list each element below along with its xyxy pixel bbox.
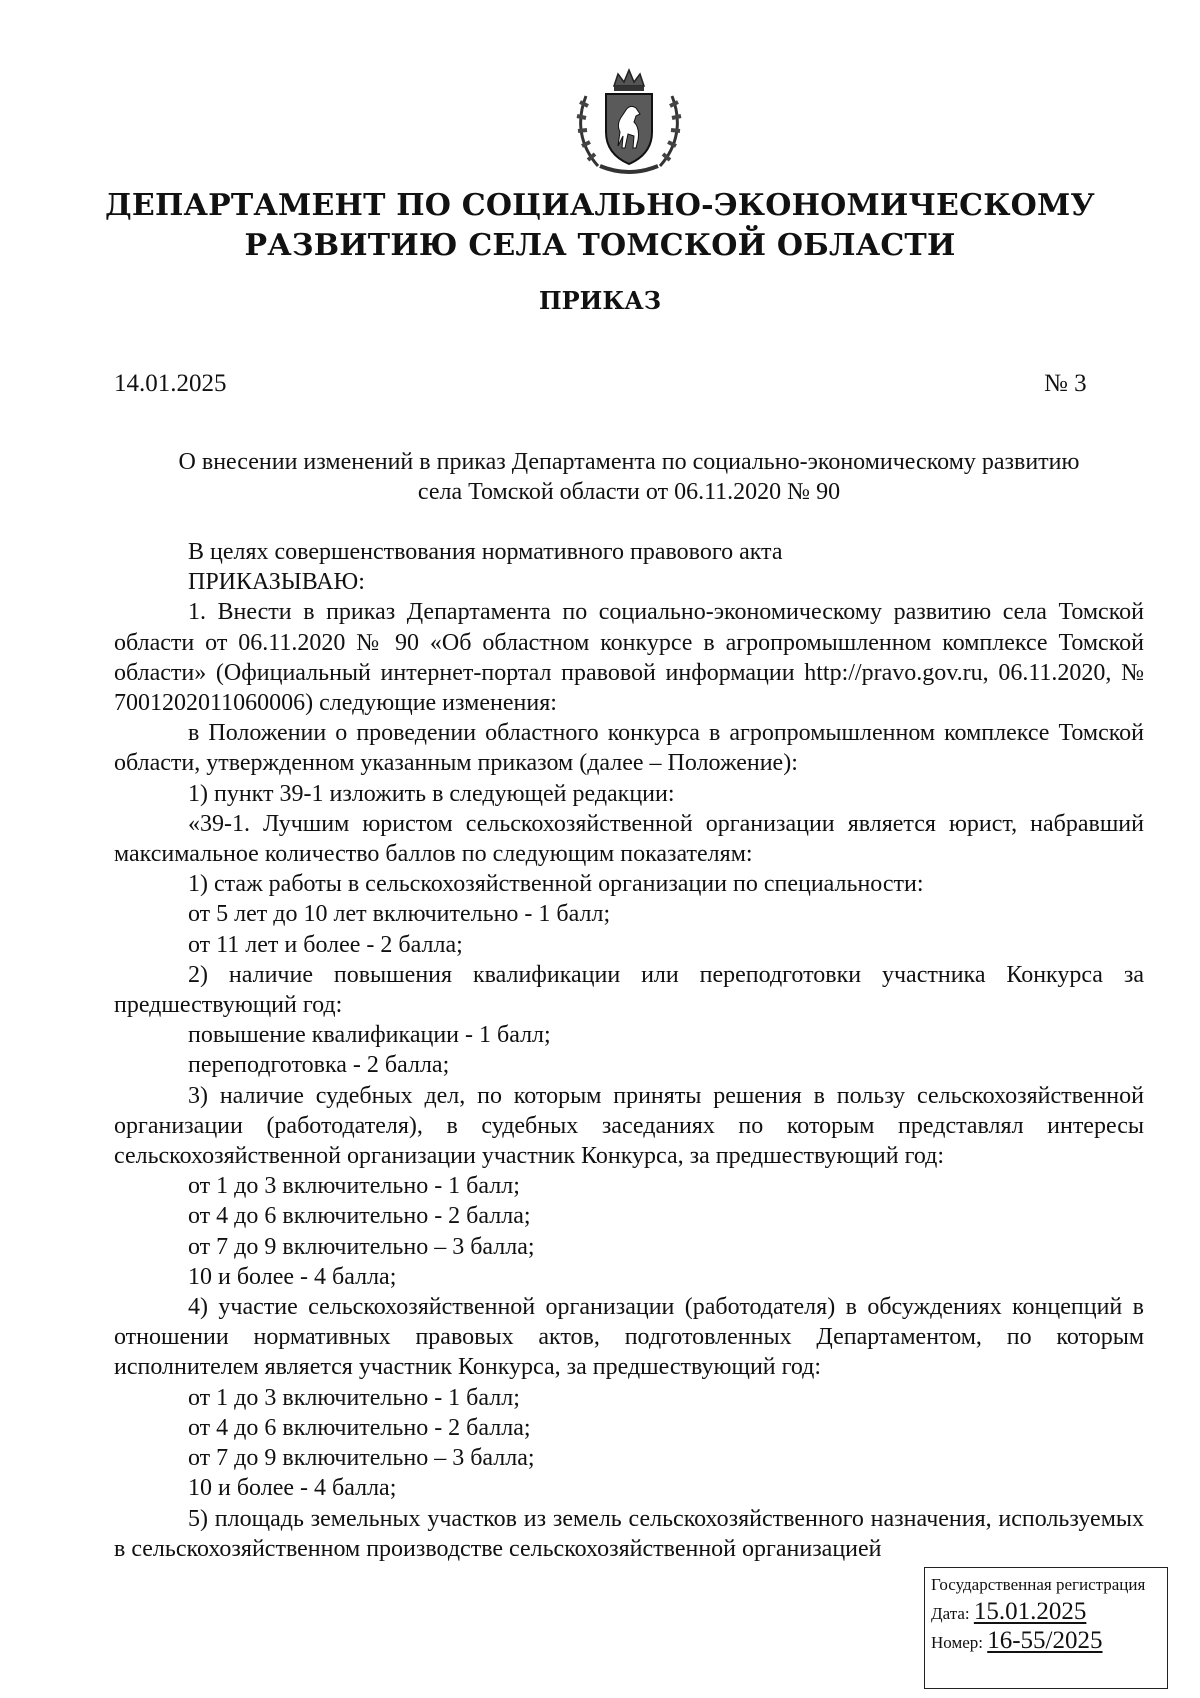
registration-date-label: Дата:	[931, 1604, 970, 1623]
order-subject-line-2: села Томской области от 06.11.2020 № 90	[417, 479, 841, 505]
paragraph: от 1 до 3 включительно - 1 балл;	[188, 1384, 520, 1411]
paragraph: 10 и более - 4 балла;	[188, 1475, 397, 1502]
paragraph: ПРИКАЗЫВАЮ:	[188, 569, 365, 596]
document-type: ПРИКАЗ	[538, 286, 662, 315]
paragraph: 4) участие сельскохозяйственной организации (работодателя) в обсуждениях концепций в отношении нормативных правовых актов, подготовленных Департаментом, по которым исполнителем является участник Конкурса, за предшествующий год:	[114, 1294, 1144, 1381]
paragraph: от 4 до 6 включительно - 2 балла;	[188, 1203, 531, 1230]
paragraph: В целях совершенствования нормативного правового акта	[188, 539, 783, 565]
paragraph: 3) наличие судебных дел, по которым приняты решения в пользу сельскохозяйственной организации (работодателя), в судебных заседаниях по которым представлял интересы сельскохозяйственной организации участник Конкурса, за предшествующий год:	[114, 1082, 1144, 1170]
order-number: № 3	[1044, 370, 1087, 397]
paragraph: повышение квалификации - 1 балл;	[188, 1022, 551, 1049]
paragraph: 10 и более - 4 балла;	[188, 1263, 397, 1290]
registration-stamp-title: Государственная регистрация	[931, 1575, 1146, 1594]
registration-number-row	[931, 1627, 1161, 1654]
coat-of-arms-icon	[570, 66, 688, 182]
order-body	[114, 537, 1144, 1564]
paragraph: от 11 лет и более - 2 балла;	[188, 931, 463, 958]
registration-stamp	[924, 1567, 1168, 1689]
paragraph: от 7 до 9 включительно – 3 балла;	[188, 1445, 535, 1472]
paragraph: 1. Внести в приказ Департамента по социально-экономическому развитию села Томской области от 06.11.2020 № 90 «Об областном конкурсе в агропромышленном комплексе Томской области» (Официальный интернет-портал правовой информации http://pravo.gov.ru, 06.11.2020, № 7001202011060006) следующие изменения:	[114, 599, 1144, 717]
registration-date-value: 15.01.2025	[973, 1598, 1087, 1625]
paragraph: 1) пункт 39-1 изложить в следующей редакции:	[188, 780, 675, 807]
paragraph: 5) площадь земельных участков из земель сельскохозяйственного назначения, используемых в сельскохозяйственном производстве сельскохозяйственной организацией	[114, 1505, 1144, 1562]
paragraph: 1) стаж работы в сельскохозяйственной организации по специальности:	[188, 871, 924, 898]
department-name-line-1: ДЕПАРТАМЕНТ ПО СОЦИАЛЬНО-ЭКОНОМИЧЕСКОМУ	[105, 188, 1095, 223]
paragraph: переподготовка - 2 балла;	[188, 1052, 450, 1079]
paragraph: 2) наличие повышения квалификации или переподготовки участника Конкурса за предшествующий год:	[114, 961, 1144, 1019]
paragraph: от 1 до 3 включительно - 1 балл;	[188, 1173, 520, 1200]
paragraph: «39-1. Лучшим юристом сельскохозяйственной организации является юрист, набравший максимальное количество баллов по следующим показателям:	[114, 810, 1144, 868]
paragraph: от 5 лет до 10 лет включительно - 1 балл;	[188, 901, 611, 928]
registration-number-label: Номер:	[931, 1633, 983, 1652]
order-subject	[114, 447, 1144, 507]
department-name	[0, 186, 1200, 266]
registration-date-row	[931, 1598, 1161, 1625]
order-subject-line-1: О внесении изменений в приказ Департамента по социально-экономическому развитию	[178, 449, 1080, 475]
registration-number-value: 16-55/2025	[987, 1627, 1103, 1654]
paragraph: от 4 до 6 включительно - 2 балла;	[188, 1414, 531, 1441]
paragraph: от 7 до 9 включительно – 3 балла;	[188, 1233, 535, 1260]
order-date: 14.01.2025	[114, 370, 227, 397]
paragraph: в Положении о проведении областного конкурса в агропромышленном комплексе Томской области, утвержденном указанным приказом (далее – Положение):	[114, 720, 1144, 777]
department-name-line-2: РАЗВИТИЮ СЕЛА ТОМСКОЙ ОБЛАСТИ	[244, 228, 956, 263]
